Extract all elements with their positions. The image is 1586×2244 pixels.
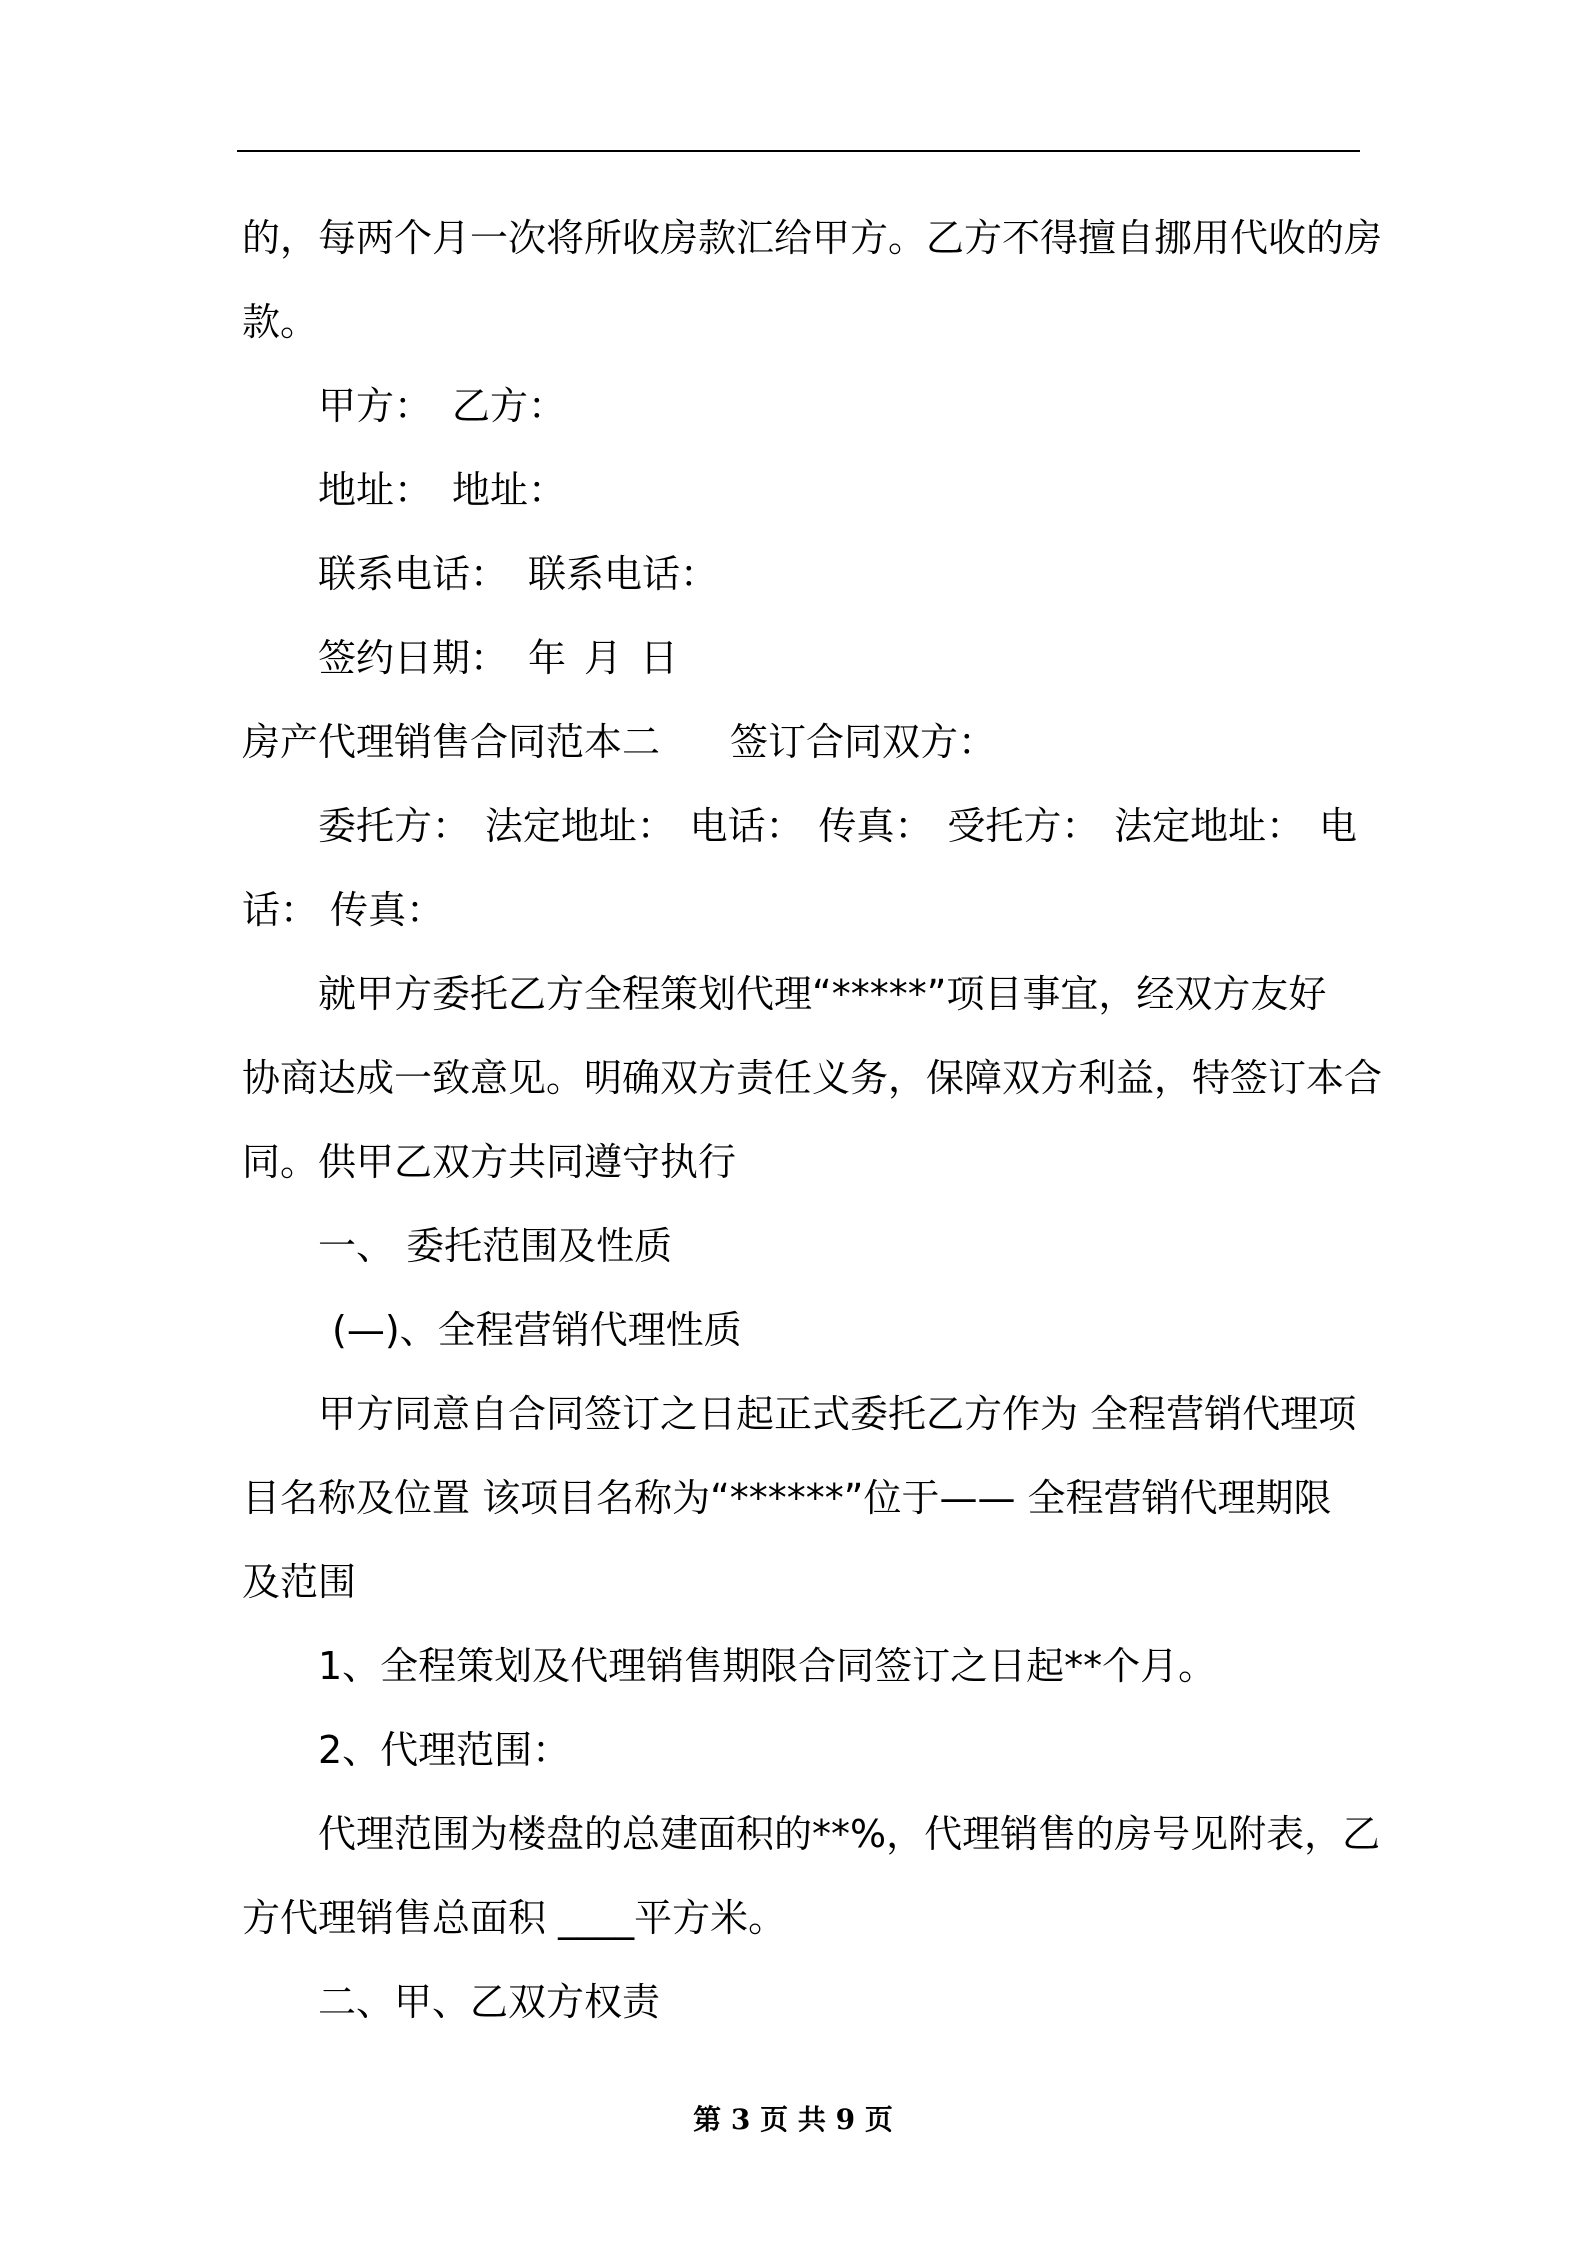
paragraph-line: 同。供甲乙双方共同遵守执行 (242, 1140, 737, 1184)
contract-parties-label: 签订合同双方： (730, 720, 997, 764)
section-heading: 一、 委托范围及性质 (318, 1224, 673, 1268)
legal-address-label: 法定地址： (484, 804, 675, 848)
phone-b-label: 联系电话： (528, 552, 719, 596)
address-line (242, 448, 1357, 532)
agent-label: 受托方： (947, 804, 1100, 848)
address-b-label: 地址： (452, 468, 567, 512)
contract-title-line (242, 700, 1357, 784)
list-item: 1、全程策划及代理销售期限合同签订之日起**个月。 (318, 1644, 1217, 1688)
address-a-label: 地址： (318, 468, 433, 512)
parties-line (242, 784, 1357, 868)
paragraph-line: 及范围 (242, 1560, 357, 1604)
paragraph-line: 甲方同意自合同签订之日起正式委托乙方作为 全程营销代理项 (318, 1392, 1357, 1436)
section-heading: 二、甲、乙双方权责 (318, 1980, 661, 2024)
paragraph-line: 就甲方委托乙方全程策划代理“*****”项目事宜，经双方友好 (318, 972, 1327, 1016)
document-body (242, 196, 1383, 2044)
paragraph-line: 协商达成一致意见。明确双方责任义务，保障双方利益，特签订本合 (242, 1056, 1383, 1100)
paragraph-line: 方代理销售总面积 ____平方米。 (242, 1896, 787, 1940)
sign-date-label: 签约日期： (318, 636, 509, 680)
paragraph-line: 代理范围为楼盘的总建面积的**%，代理销售的房号见附表，乙 (318, 1812, 1381, 1856)
month-label: 月 (584, 636, 623, 680)
day-label: 日 (640, 636, 679, 680)
party-a-label: 甲方： (318, 384, 433, 428)
party-line (242, 364, 1357, 448)
contract-title: 房产代理销售合同范本二 (242, 720, 661, 764)
list-item: 2、代理范围： (318, 1728, 571, 1772)
paragraph-line: 目名称及位置 该项目名称为“******”位于—— 全程营销代理期限 (242, 1476, 1332, 1520)
subsection-heading: (—)、全程营销代理性质 (332, 1308, 742, 1352)
phone-label: 电话： (689, 804, 804, 848)
year-label: 年 (528, 636, 567, 680)
principal-label: 委托方： (318, 804, 471, 848)
sign-date-line (242, 616, 1357, 700)
phone-label-start: 电 (1318, 804, 1357, 848)
party-b-label: 乙方： (452, 384, 567, 428)
legal-address-label: 法定地址： (1114, 804, 1305, 848)
phone-a-label: 联系电话： (318, 552, 509, 596)
fax-label: 传真： (818, 804, 933, 848)
paragraph-line: 款。 (242, 300, 319, 344)
page-number: 第 3 页 共 9 页 (693, 2103, 893, 2136)
paragraph-line: 话： 传真： (242, 888, 445, 932)
header-rule (237, 150, 1360, 152)
paragraph-line: 的，每两个月一次将所收房款汇给甲方。乙方不得擅自挪用代收的房 (242, 216, 1383, 260)
phone-line (242, 532, 1357, 616)
